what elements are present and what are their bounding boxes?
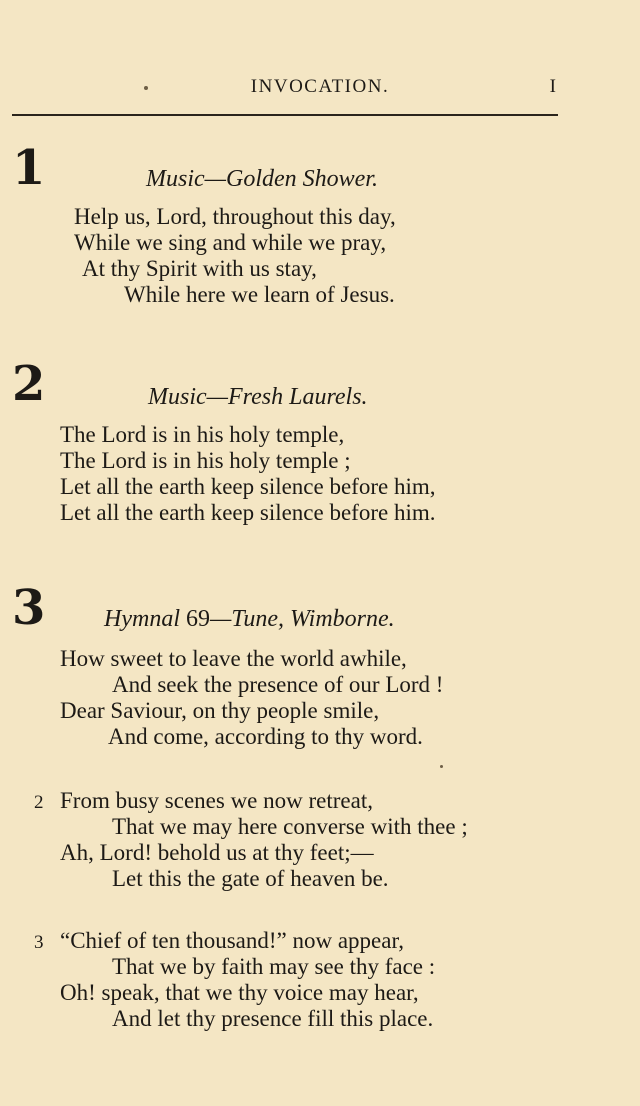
verse-line: Ah, Lord! behold us at thy feet;— <box>60 840 374 865</box>
verse-2 <box>0 422 436 526</box>
verse-line: At thy Spirit with us stay, <box>82 256 317 281</box>
verse-line: That we may here converse with thee ; <box>112 814 468 839</box>
stanza-number-3: 3 <box>34 932 44 953</box>
verse-line: Oh! speak, that we thy voice may hear, <box>60 980 419 1005</box>
verse-line: “Chief of ten thousand!” now appear, <box>60 928 404 953</box>
hymnal-label: Hymnal <box>104 606 180 632</box>
stanza-2 <box>0 788 468 892</box>
verse-line: How sweet to leave the world awhile, <box>60 646 407 671</box>
verse-line: Let this the gate of heaven be. <box>112 866 389 891</box>
running-title: INVOCATION. <box>250 76 390 97</box>
verse-line: That we by faith may see thy face : <box>112 954 436 979</box>
stanza-3 <box>0 928 435 1032</box>
music-heading-3 <box>104 606 395 633</box>
verse-1 <box>0 204 396 308</box>
verse-line: Let all the earth keep silence before him. <box>60 500 436 525</box>
verse-line: And come, according to thy word. <box>108 724 423 749</box>
verse-line: Dear Saviour, on thy people smile, <box>60 698 380 723</box>
verse-line: And seek the presence of our Lord ! <box>112 672 444 697</box>
music-heading-1: Music—Golden Shower. <box>146 166 378 192</box>
verse-line: The Lord is in his holy temple, <box>60 422 345 447</box>
verse-line: And let thy presence fill this place. <box>112 1006 434 1031</box>
hymn-number-2: 2 <box>12 356 46 412</box>
hymn-number-3: 3 <box>12 580 46 636</box>
print-speck <box>144 86 148 90</box>
verse-line: While we sing and while we pray, <box>74 230 387 255</box>
verse-line: The Lord is in his holy temple ; <box>60 448 351 473</box>
verse-line: Let all the earth keep silence before him, <box>60 474 436 499</box>
page-number: I <box>549 76 556 97</box>
hymn-number-1: 1 <box>12 140 46 196</box>
verse-line: Help us, Lord, throughout this day, <box>74 204 396 229</box>
verse-line: While here we learn of Jesus. <box>124 282 395 307</box>
running-head <box>0 76 640 100</box>
verse-line: From busy scenes we now retreat, <box>60 788 373 813</box>
tune-label: —Tune, Wimborne. <box>209 606 395 632</box>
music-heading-2: Music—Fresh Laurels. <box>148 384 368 410</box>
stanza-1 <box>0 646 443 750</box>
print-speck <box>440 765 443 768</box>
header-rule <box>12 114 558 116</box>
hymnal-number: 69 <box>185 606 210 632</box>
stanza-number-2: 2 <box>34 792 44 813</box>
